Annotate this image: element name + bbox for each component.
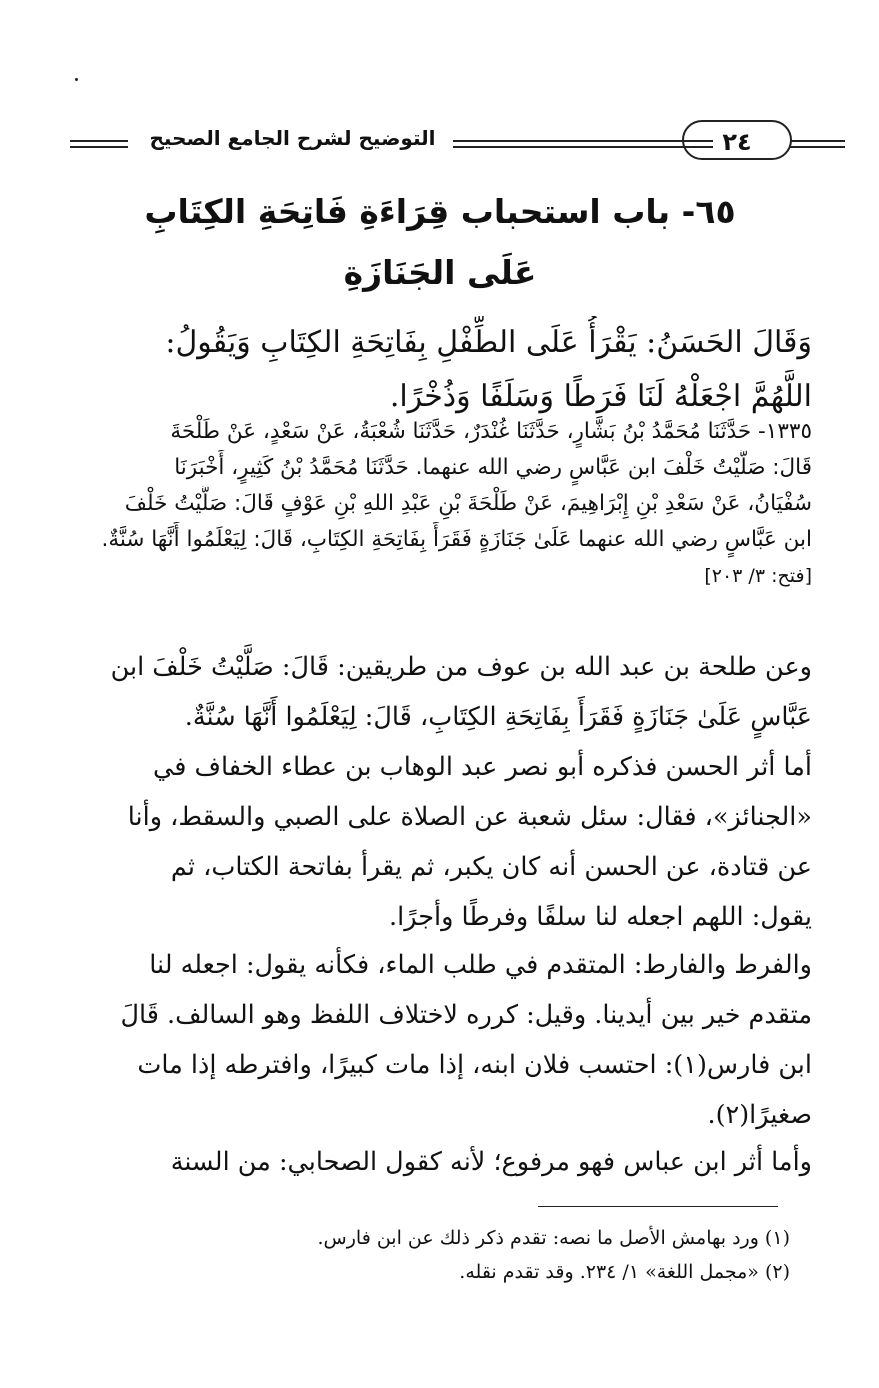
hadith-line: ابن عَبَّاسٍ رضي الله عنهما عَلَىٰ جَنَازَةٍ فَقَرَأَ بِفَاتِحَةِ الكِتَابِ، قَالَ: لِيَعْلَمُوا أَنَّهَا سُنَّةٌ.: [101, 527, 812, 552]
paragraph-line: «الجنائز»، فقال: سئل شعبة عن الصلاة على الصبي والسقط، وأنا: [127, 802, 812, 832]
chapter-title-continued: عَلَى الجَنَازَةِ: [343, 253, 537, 292]
paragraph-line: يقول: اللهم اجعله لنا سلفًا وفرطًا وأجرًا.: [389, 902, 812, 932]
paragraph-line: أما أثر الحسن فذكره أبو نصر عبد الوهاب بن عطاء الخفاف في: [153, 752, 812, 782]
paragraph-line: والفرط والفارط: المتقدم في طلب الماء، فكأنه يقول: اجعله لنا: [149, 950, 812, 980]
chapter-intro: [68, 316, 812, 424]
header-rule-right: [790, 140, 845, 148]
commentary-paragraph-1: [68, 642, 812, 742]
intro-line: اللَّهُمَّ اجْعَلْهُ لَنَا فَرَطًا وَسَلَفًا وَذُخْرًا.: [389, 379, 812, 414]
chapter-title: ٦٥- باب استحباب قِرَاءَةِ فَاتِحَةِ الكِتَابِ: [144, 192, 736, 231]
book-title: التوضيح لشرح الجامع الصحيح: [149, 126, 436, 150]
header-rule-middle: [453, 140, 713, 148]
paragraph-line: ابن فارس(١): احتسب فلان ابنه، إذا مات كبيرًا، وافترطه إذا مات: [137, 1050, 812, 1080]
running-header: [60, 118, 800, 168]
commentary-paragraph-3: [68, 940, 812, 1140]
header-rule-left: [70, 140, 128, 148]
hadith-text: [68, 414, 812, 594]
hadith-line: ١٣٣٥- حَدَّثَنَا مُحَمَّدُ بْنُ بَشَّارٍ، حَدَّثَنَا غُنْدَرٌ، حَدَّثَنَا شُعْبَةُ، عَنْ سَعْدٍ، عَنْ طَلْحَةَ: [170, 419, 812, 444]
commentary-paragraph-2: [68, 742, 812, 942]
footnote-1: (١) ورد بهامش الأصل ما نصه: تقدم ذكر ذلك عن ابن فارس.: [317, 1227, 790, 1249]
paragraph-line: وأما أثر ابن عباس فهو مرفوع؛ لأنه كقول الصحابي: من السنة: [170, 1147, 812, 1177]
paragraph-line: صغيرًا(٢).: [707, 1100, 812, 1130]
footnote-2: (٢) «مجمل اللغة» ١/ ٢٣٤. وقد تقدم نقله.: [459, 1261, 790, 1283]
footnote-separator: [538, 1206, 778, 1207]
hadith-reference: [فتح: ٣/ ٢٠٣]: [704, 565, 812, 587]
hadith-line: قَالَ: صَلَّيْتُ خَلْفَ ابن عَبَّاسٍ رضي الله عنهما. حَدَّثَنَا مُحَمَّدُ بْنُ كَثِيرٍ، أَخْبَرَنَا: [174, 455, 812, 480]
paragraph-line: عن قتادة، عن الحسن أنه كان يكبر، ثم يقرأ بفاتحة الكتاب، ثم: [170, 852, 812, 882]
page-number: ٢٤: [682, 120, 792, 160]
paragraph-line: متقدم خير بين أيدينا. وقيل: كرره لاختلاف اللفظ وهو السالف. قَالَ: [120, 1000, 812, 1030]
paragraph-line: عَبَّاسٍ عَلَىٰ جَنَازَةٍ فَقَرَأَ بِفَاتِحَةِ الكِتَابِ، قَالَ: لِيَعْلَمُوا أَنَّهَا سُنَّةٌ.: [184, 702, 812, 732]
intro-line: وَقَالَ الحَسَنُ: يَقْرَأُ عَلَى الطِّفْلِ بِفَاتِحَةِ الكِتَابِ وَيَقُولُ:: [165, 325, 812, 360]
paragraph-line: وعن طلحة بن عبد الله بن عوف من طريقين: قَالَ: صَلَّيْتُ خَلْفَ ابن: [110, 652, 812, 682]
commentary-paragraph-4: [68, 1137, 812, 1187]
hadith-line: سُفْيَانُ، عَنْ سَعْدِ بْنِ إِبْرَاهِيمَ، عَنْ طَلْحَةَ بْنِ عَبْدِ اللهِ بْنِ عَوْفٍ قَالَ: صَلَّيْتُ خَلْفَ: [124, 491, 812, 516]
page-speck: [75, 78, 78, 81]
